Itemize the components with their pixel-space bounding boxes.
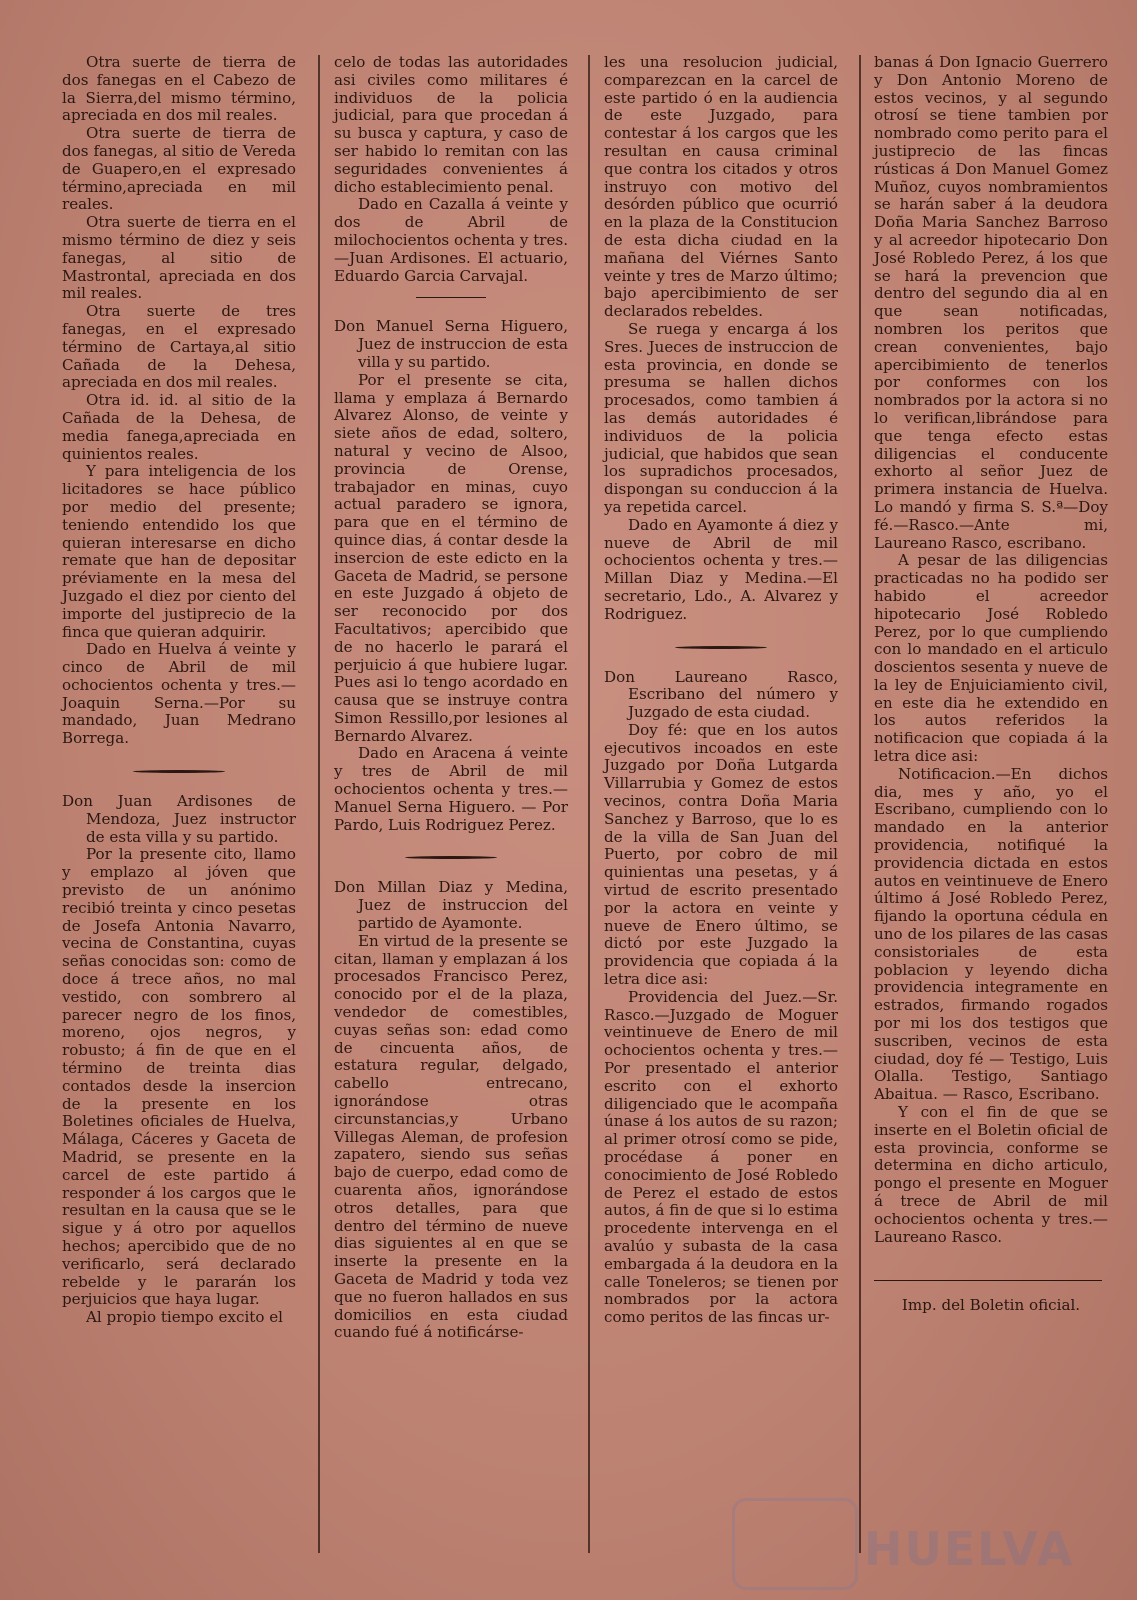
imprint: Imp. del Boletin oficial.: [901, 1296, 1081, 1315]
archive-logo-icon: [732, 1498, 858, 1590]
paragraph: Dado en Aracena á veinte y tres de Abril de mil ochocientos ochenta y tres.—Manuel Serna Higuero. — Por Pardo, Luis Rodriguez Perez.: [334, 744, 568, 834]
paragraph: Y con el fin de que se inserte en el Boletin oficial de esta provincia, conforme se determina en dicho articulo, pongo el presente en Moguer á trece de Abril de mil ochocientos ochenta y tres.— Laureano Rasco.: [874, 1103, 1108, 1246]
line-divider: [416, 297, 486, 298]
paragraph: Se ruega y encarga á los Sres. Jueces de instruccion de esta provincia, en donde se presuma se hallen dichos procesados, como tambien á las demás autoridades é individuos de la policia judicial, que habidos que sean los supradichos procesados, dispongan su conduccion á la ya repetida carcel.: [604, 319, 838, 516]
column-3: [604, 54, 838, 1327]
ornament-divider: [675, 646, 767, 649]
column-rule: [859, 55, 861, 1553]
paragraph: Dado en Cazalla á veinte y dos de Abril de milochocientos ochenta y tres.—Juan Ardisones. El actuario, Eduardo Garcia Carvajal.: [334, 195, 568, 285]
edict-heading: Don Manuel Serna Higuero, Juez de instruccion de esta villa y su partido.: [334, 317, 568, 371]
column-2: [334, 54, 568, 1342]
paragraph: Notificacion.—En dichos dia, mes y año, yo el Escribano, cumpliendo con lo mandado en la anterior providencia, notifiqué la providencia dictada en estos autos en veintinueve de Enero último á José Robledo Perez, fijando la oportuna cédula en uno de los pilares de las casas consistoriales de esta poblacion y leyendo dicha providencia integramente en estrados, firmando rogados por mi los dos testigos que suscriben, vecinos de esta ciudad, doy fé — Testigo, Luis Olalla. Testigo, Santiago Abaitua. — Rasco, Escribano.: [874, 764, 1108, 1104]
paragraph: Y para inteligencia de los licitadores se hace público por medio del presente; teniendo entendido los que quieran interesarse en dicho remate que han de depositar préviamente en la mesa del Juzgado el diez por ciento del importe del justiprecio de la finca que quieran adquirir.: [62, 462, 296, 641]
paragraph: Providencia del Juez.—Sr. Rasco.—Juzgado de Moguer veintinueve de Enero de mil ochocientos ochenta y tres.—Por presentado el anterior escrito con el exhorto diligenciado que le acompaña únase á los autos de su razon; al primer otrosí como se pide, procédase á poner en conocimiento de José Robledo de Perez el estado de estos autos, á fin de que si lo estima procedente intervenga en el avalúo y subasta de la casa embargada á la deudora en la calle Toneleros; se tienen por nombrados por la actora como peritos de las fincas ur-: [604, 987, 838, 1327]
paragraph: A pesar de las diligencias practicadas no ha podido ser habido el acreedor hipotecario José Robledo Perez, por lo que cumpliendo con lo mandado en el articulo doscientos sesenta y nueve de la ley de Enjuiciamiento civil, en este dia he extendido en los autos referidos la notificacion que copiada á la letra dice asi:: [874, 551, 1108, 766]
ornament-divider: [133, 770, 225, 773]
paragraph: Al propio tiempo excito el: [86, 1308, 283, 1327]
paragraph: Por la presente cito, llamo y emplazo al jóven que previsto de un anónimo recibió treinta y cinco pesetas de Josefa Antonia Navarro, vecina de Constantina, cuyas señas conocidas son: como de doce á trece años, no mal vestido, con sombrero al parecer negro de los finos, moreno, ojos negros, y robusto; á fin de que en el término de treinta dias contados desde la insercion de la presente en los Boletines oficiales de Huelva, Málaga, Cáceres y Gaceta de Madrid, se presente en la carcel de este partido á responder á los cargos que le resultan en la causa que se le sigue y á otro por aquellos hechos; apercibido que de no verificarlo, será declarado rebelde y le pararán los perjuicios que haya lugar.: [62, 845, 296, 1309]
archive-watermark: HUELVA: [864, 1522, 1075, 1576]
column-rule: [318, 55, 320, 1553]
paragraph: Otra suerte de tres fanegas, en el expresado término de Cartaya,al sitio Cañada de la Dehesa, apreciada en dos mil reales.: [62, 302, 296, 392]
paragraph: Otra id. id. al sitio de la Cañada de la Dehesa, de media fanega,apreciada en quinientos reales.: [62, 391, 296, 463]
paragraph: Por el presente se cita, llama y emplaza á Bernardo Alvarez Alonso, de veinte y siete años de edad, soltero, natural y vecino de Alsoo, provincia de Orense, trabajador en minas, cuyo actual paradero se ignora, para que en el término de quince dias, á contar desde la insercion de este edicto en la Gaceta de Madrid, se persone en este Juzgado á objeto de ser reconocido por dos Facultativos; apercibido que de no hacerlo le parará el perjuicio á que hubiere lugar. Pues asi lo tengo acordado en causa que se instruye contra Simon Ressillo,por lesiones al Bernardo Alvarez.: [334, 370, 568, 745]
column-1: [62, 54, 296, 1327]
edict-heading: Don Laureano Rasco, Escribano del número y Juzgado de esta ciudad.: [604, 667, 838, 722]
edict-heading: Don Millan Diaz y Medina, Juez de instruccion del partido de Ayamonte.: [334, 878, 568, 933]
paragraph: celo de todas las autoridades asi civiles como militares é individuos de la policia judicial, para que procedan á su busca y captura, y caso de ser habido lo remitan con las seguridades convenientes á dicho establecimiento penal.: [334, 53, 568, 196]
paragraph: Otra suerte de tierra en el mismo término de diez y seis fanegas, al sitio de Mastrontal, apreciada en dos mil reales.: [62, 213, 296, 303]
ornament-divider: [405, 856, 497, 859]
paragraph: Doy fé: que en los autos ejecutivos incoados en este Juzgado por Doña Lutgarda Villarrubia y Gomez de estos vecinos, contra Doña Maria Sanchez y Barroso, que lo es de la villa de San Juan del Puerto, por cobro de mil quinientas una pesetas, y á virtud de escrito presentado por la actora en veinte y nueve de Enero último, se dictó por este Juzgado la providencia que copiada á la letra dice asi:: [604, 720, 838, 989]
paragraph: Otra suerte de tierra de dos fanegas en el Cabezo de la Sierra,del mismo término, apreciada en dos mil reales.: [62, 53, 296, 125]
imprint-rule: [874, 1280, 1102, 1281]
edict-heading: Don Juan Ardisones de Mendoza, Juez instructor de esta villa y su partido.: [62, 792, 296, 846]
paragraph: Dado en Ayamonte á diez y nueve de Abril de mil ochocientos ochenta y tres.—Millan Diaz y Medina.—El secretario, Ldo., A. Alvarez y Rodriguez.: [604, 515, 838, 623]
paragraph: banas á Don Ignacio Guerrero y Don Antonio Moreno de estos vecinos, y al segundo otrosí se tiene tambien por nombrado como perito para el justiprecio de las fincas rústicas á Don Manuel Gomez Muñoz, cuyos nombramientos se harán saber á la deudora Doña Maria Sanchez Barroso y al acreedor hipotecario Don José Robledo Perez, á los que se hará la prevencion que dentro del segundo dia al en que sean notificadas, nombren los peritos que crean convenientes, bajo apercibimiento de tenerlos por conformes con los nombrados por la actora si no lo verifican,librándose para que tenga efecto estas diligencias el conducente exhorto al señor Juez de primera instancia de Huelva. Lo mandó y firma S. S.ª—Doy fé.—Rasco.—Ante mi, Laureano Rasco, escribano.: [874, 53, 1108, 552]
column-rule: [588, 55, 590, 1553]
paragraph: Dado en Huelva á veinte y cinco de Abril de mil ochocientos ochenta y tres.—Joaquin Serna.—Por su mandado, Juan Medrano Borrega.: [62, 640, 296, 748]
column-4: [874, 54, 1108, 1315]
paragraph: les una resolucion judicial, comparezcan en la carcel de este partido ó en la audiencia de este Juzgado, para contestar á los cargos que les resultan en causa criminal que contra los citados y otros instruyo con motivo del desórden público que ocurrió en la plaza de la Constitucion de esta dicha ciudad en la mañana del Viérnes Santo veinte y tres de Marzo último; bajo apercibimiento de ser declarados rebeldes.: [604, 53, 838, 321]
paragraph: Otra suerte de tierra de dos fanegas, al sitio de Vereda de Guapero,en el expresado término,apreciada en mil reales.: [62, 124, 296, 214]
paragraph: En virtud de la presente se citan, llaman y emplazan á los procesados Francisco Perez, conocido por el de la plaza, vendedor de comestibles, cuyas señas son: edad como de cincuenta años, de estatura regular, delgado, cabello entrecano, ignorándose otras circunstancias,y Urbano Villegas Aleman, de profesion zapatero, siendo sus señas bajo de cuerpo, edad como de cuarenta años, ignorándose otros detalles, para que dentro del término de nueve dias siguientes al en que se inserte la presente en la Gaceta de Madrid y toda vez que no fueron hallados en sus domicilios en esta ciudad cuando fué á notificárse-: [334, 931, 568, 1342]
